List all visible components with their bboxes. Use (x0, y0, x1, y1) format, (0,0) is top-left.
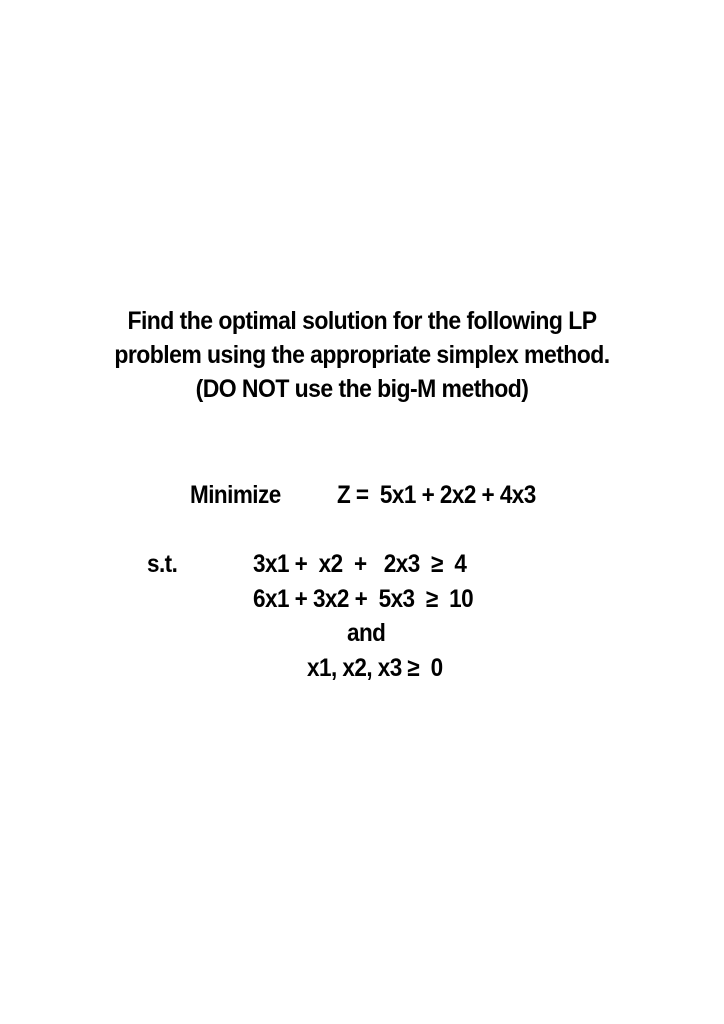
objective-label: Minimize (190, 481, 281, 509)
objective-expression: Z = 5x1 + 2x2 + 4x3 (337, 481, 536, 509)
constraint-2: 6x1 + 3x2 + 5x3 ≥ 10 (253, 585, 474, 613)
instruction-line-1: Find the optimal solution for the following LP (127, 307, 597, 335)
instruction-line-2: problem using the appropriate simplex method. (114, 341, 610, 369)
subject-to-label: s.t. (147, 550, 178, 578)
constraint-1: 3x1 + x2 + 2x3 ≥ 4 (253, 550, 467, 578)
and-word: and (347, 619, 386, 647)
instruction-line-3: (DO NOT use the big-M method) (195, 375, 529, 403)
nonnegativity-constraint: x1, x2, x3 ≥ 0 (307, 654, 443, 682)
